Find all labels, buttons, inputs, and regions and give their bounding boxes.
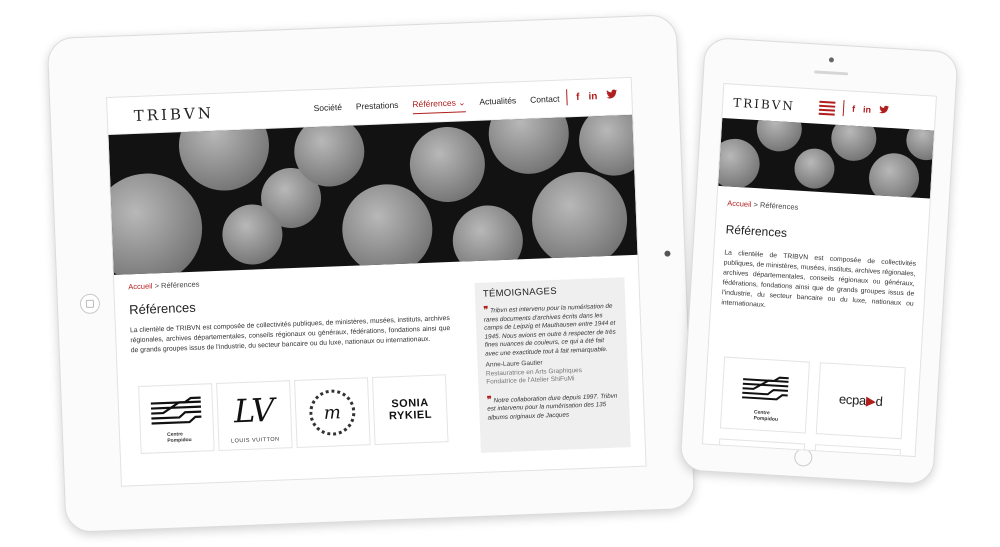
testimonial-author-org: Fondatrice de l'Atelier ShiFuMi (486, 375, 575, 386)
nav-item-actualites[interactable]: Actualités (479, 95, 517, 107)
breadcrumb-current: Références (160, 279, 200, 291)
testimonial-author-name: Anne-Laure Gautier (485, 359, 543, 369)
phone-device (679, 37, 958, 485)
intro-paragraph: La clientèle de TRIBVN est composée de collectivités publiques, de ministères, musées, instituts, archives régionales, archives départementales, conseils régionaux ou généraux, fédérations, fondations ainsi que de grands groupes issus de l'industrie, du secteur bancaire ou du luxe, nationaux ou internationaux. (721, 249, 917, 309)
reference-logos (717, 357, 903, 458)
hero-image-water-lilies (108, 115, 637, 275)
hero-image-water-lilies (718, 118, 934, 198)
reference-logo-louis-vuitton[interactable]: LV LOUIS VUITTON (216, 380, 293, 451)
reference-caption: LOUIS VUITTON (230, 436, 280, 445)
testimonial-quote (483, 301, 619, 359)
breadcrumb-separator: > (753, 200, 759, 210)
breadcrumb-home[interactable]: Accueil (128, 281, 153, 292)
tablet-device (47, 14, 696, 533)
testimonial-quote-text: Notre collaboration dure depuis 1997. Tribvn est intervenu pour la numérisation des 135 albums originaux de Jacques (487, 392, 618, 422)
reference-logo-partial[interactable] (717, 438, 805, 457)
testimonials-sidebar (474, 277, 630, 453)
site-logo[interactable]: TRIBVN (732, 95, 796, 114)
site-logo[interactable]: TRIBVN (133, 103, 215, 125)
reference-logos (138, 374, 448, 454)
quote-mark-icon: ❞ (486, 393, 492, 405)
reference-caption: ecpa▶d (838, 391, 884, 410)
breadcrumb-current: Références (759, 200, 799, 212)
phone-screen (702, 83, 937, 457)
twitter-bird-icon[interactable] (879, 105, 890, 116)
reference-logo-partial[interactable] (813, 444, 901, 457)
testimonial-quote (487, 390, 622, 423)
nav-item-prestations[interactable]: Prestations (355, 99, 399, 112)
phone-speaker (814, 70, 848, 75)
social-divider (843, 100, 845, 116)
reference-logo-centre-pompidou[interactable] (720, 357, 810, 434)
tablet-camera (664, 250, 670, 256)
reference-caption: SONIA RYKIEL (388, 396, 433, 423)
quote-mark-icon: ❞ (483, 304, 489, 315)
twitter-bird-icon[interactable] (606, 89, 617, 101)
linkedin-icon[interactable]: in (588, 90, 598, 103)
reference-caption: Centre Pompidou (753, 409, 779, 423)
nav-item-societe[interactable]: Société (313, 101, 343, 114)
testimonial-author-role: Restauratrice en Arts Graphiques (485, 366, 583, 378)
chevron-down-icon: ⌄ (458, 97, 466, 108)
nav-item-references-label: Références (412, 97, 457, 110)
breadcrumb (727, 198, 799, 211)
reference-caption: m (308, 389, 356, 437)
nav-item-references[interactable] (412, 97, 466, 114)
testimonials-title: TÉMOIGNAGES (482, 285, 558, 300)
breadcrumb-home[interactable]: Accueil (727, 198, 752, 209)
reference-logo-ecpad[interactable] (816, 362, 906, 439)
tablet-home-button[interactable] (80, 293, 101, 314)
linkedin-icon[interactable]: in (862, 104, 872, 115)
breadcrumb (128, 280, 199, 292)
breadcrumb-separator: > (154, 281, 160, 291)
facebook-icon[interactable]: f (851, 103, 856, 114)
reference-logo-centre-pompidou[interactable] (138, 383, 215, 454)
testimonial-quote-text: Tribvn est intervenu pour la numérisation de rares documents d'archives écrits dans les camps de Leipzig et Mauthausen entre 1944 et 1945. Nous avions en outre à respecter de très fines nuances de couleurs, ce qui a été fait avec une exactitude tout à fait remarquable. (483, 302, 616, 358)
page-title: Références (725, 222, 788, 241)
intro-paragraph: La clientèle de TRIBVN est composée de collectivités publiques, de ministères, musées, instituts, archives régionales, archives départementales, conseils régionaux ou généraux, fédérations, fondations ainsi que de grands groupes issus de l'industrie, du secteur bancaire ou du luxe, nationaux ou internationaux. (129, 315, 451, 355)
social-divider (566, 89, 568, 105)
reference-caption: Centre Pompidou (166, 431, 192, 444)
nav-item-contact[interactable]: Contact (529, 93, 560, 105)
main-nav (313, 94, 559, 118)
page-title: Références (128, 299, 196, 318)
reference-logo-sonia-rykiel[interactable] (372, 374, 449, 445)
tablet-screen (106, 77, 647, 487)
flag-logo-icon (741, 452, 781, 457)
reference-logo-m[interactable] (294, 377, 371, 448)
social-links (843, 100, 890, 119)
hamburger-menu-icon[interactable] (819, 101, 836, 116)
phone-camera (829, 57, 834, 62)
testimonial-author (485, 357, 620, 388)
facebook-icon[interactable]: f (575, 91, 580, 103)
social-links (566, 87, 618, 105)
